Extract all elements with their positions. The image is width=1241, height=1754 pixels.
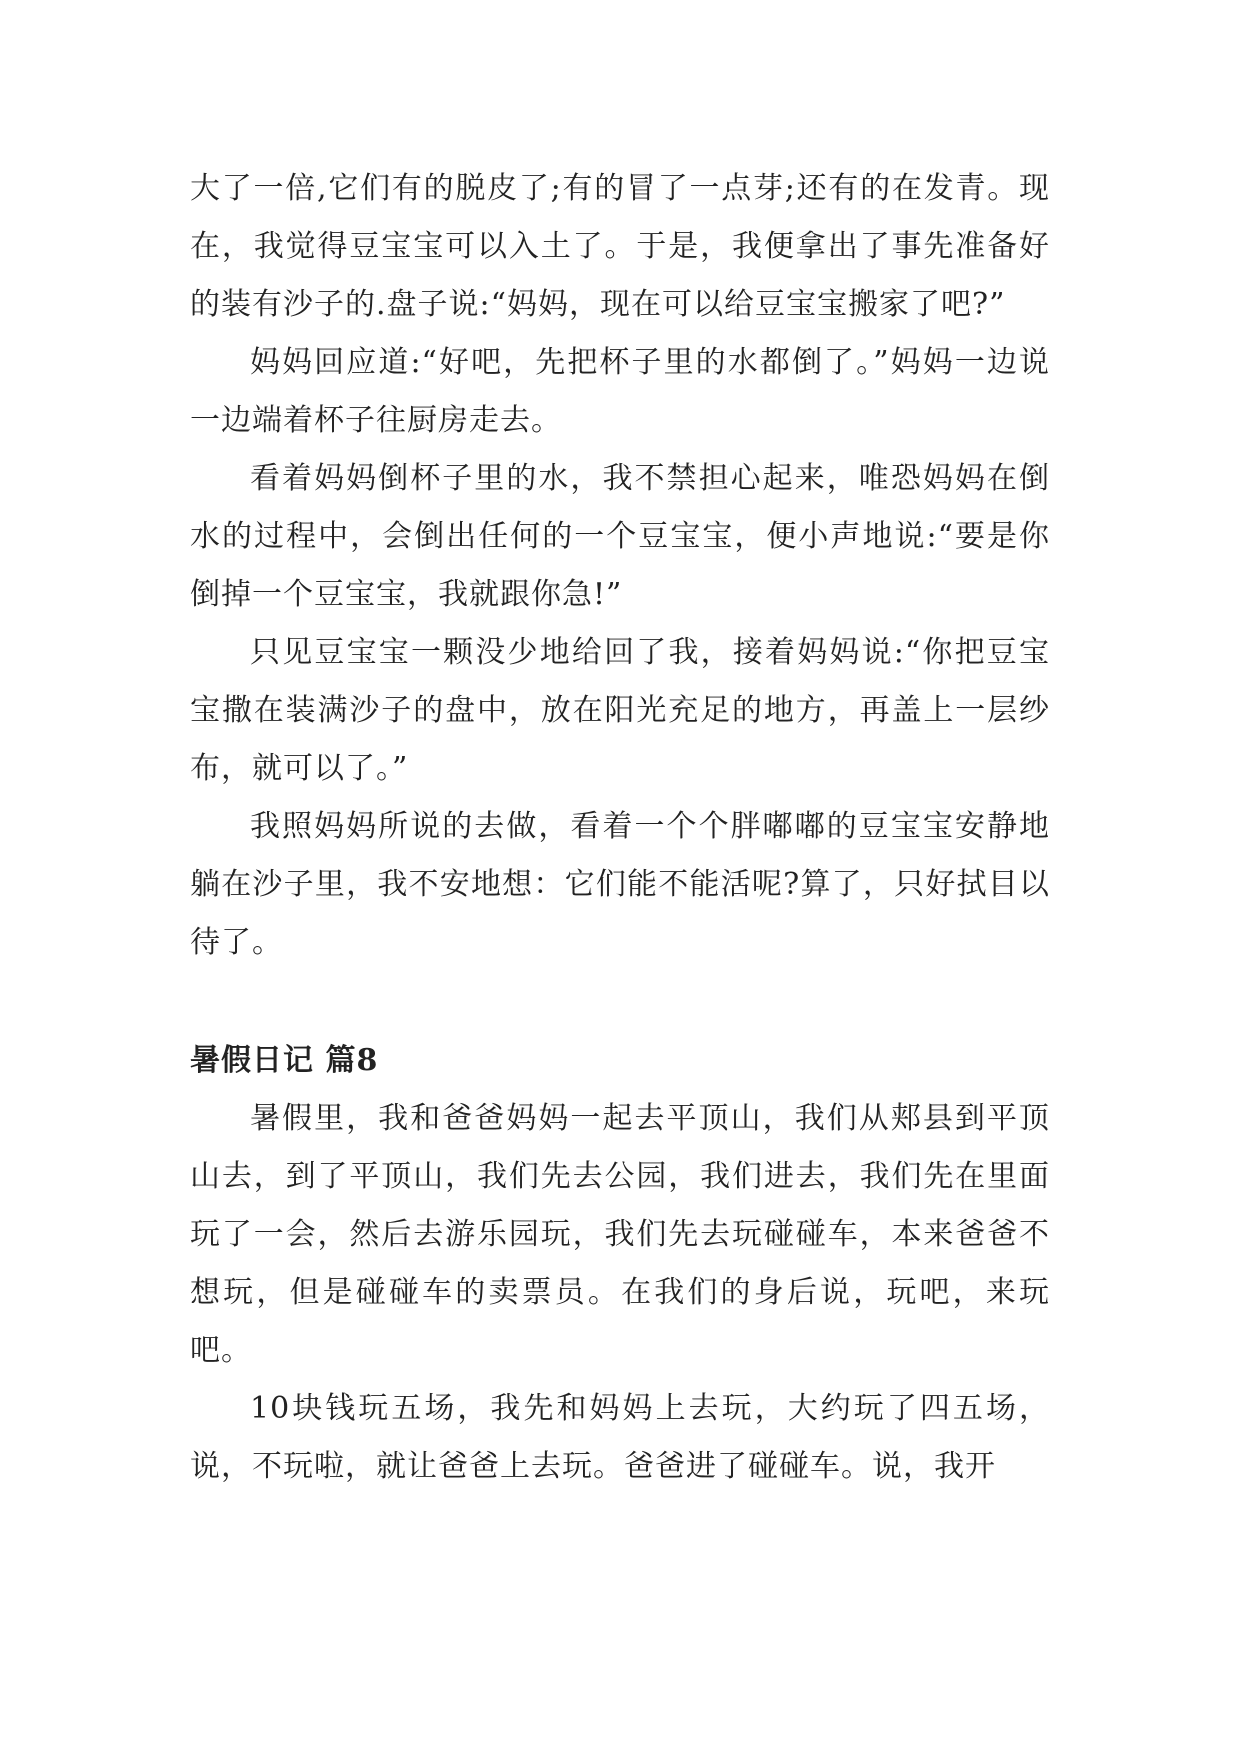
paragraph: 看着妈妈倒杯子里的水，我不禁担心起来，唯恐妈妈在倒水的过程中，会倒出任何的一个豆宝宝，便小声地说:“要是你倒掉一个豆宝宝，我就跟你急!” bbox=[190, 461, 1050, 612]
paragraph: 10块钱玩五场，我先和妈妈上去玩，大约玩了四五场，说，不玩啦，就让爸爸上去玩。爸爸进了碰碰车。说，我开 bbox=[190, 1391, 1050, 1484]
document-page bbox=[190, 160, 1050, 1496]
paragraph: 我照妈妈所说的去做，看着一个个胖嘟嘟的豆宝宝安静地躺在沙子里，我不安地想：它们能不能活呢?算了，只好拭目以待了。 bbox=[190, 809, 1050, 960]
paragraph: 妈妈回应道:“好吧，先把杯子里的水都倒了。”妈妈一边说一边端着杯子往厨房走去。 bbox=[190, 345, 1050, 438]
paragraph: 暑假里，我和爸爸妈妈一起去平顶山，我们从郏县到平顶山去，到了平顶山，我们先去公园，我们进去，我们先在里面玩了一会，然后去游乐园玩，我们先去玩碰碰车，本来爸爸不想玩，但是碰碰车的卖票员。在我们的身后说，玩吧，来玩吧。 bbox=[190, 1101, 1050, 1368]
paragraph-continued: 大了一倍,它们有的脱皮了;有的冒了一点芽;还有的在发青。现在，我觉得豆宝宝可以入土了。于是，我便拿出了事先准备好的装有沙子的.盘子说:“妈妈，现在可以给豆宝宝搬家了吧?” bbox=[190, 171, 1050, 322]
paragraph: 只见豆宝宝一颗没少地给回了我，接着妈妈说:“你把豆宝宝撒在装满沙子的盘中，放在阳光充足的地方，再盖上一层纱布，就可以了。” bbox=[190, 635, 1050, 786]
section-heading: 暑假日记 篇8 bbox=[190, 1043, 379, 1078]
